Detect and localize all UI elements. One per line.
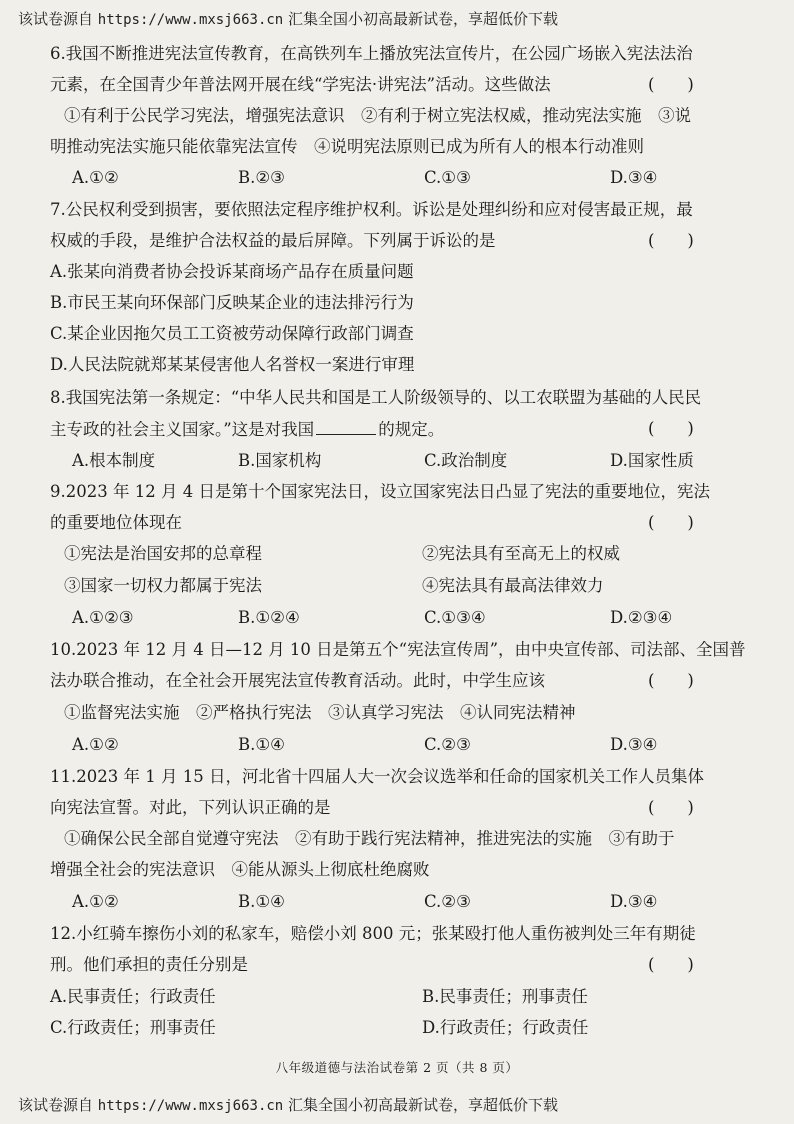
q8-option-b: B.国家机构 [238, 451, 322, 470]
q10-stem-line2: 法办联合推动，在全社会开展宪法宣传教育活动。此时，中学生应该 [50, 671, 545, 690]
q7-stem-line2: 权威的手段，是维护合法权益的最后屏障。下列属于诉讼的是 [50, 231, 496, 250]
q6-stem-line2: 元素，在全国青少年普法网开展在线“学宪法·讲宪法”活动。这些做法 [50, 75, 551, 94]
q9-option-d: D.②③④ [610, 608, 673, 627]
q9-option-a: A.①②③ [72, 608, 134, 627]
source-tagline: 汇集全国小初高最新试卷，享超低价下载 [288, 1096, 559, 1114]
q12-stem-line2: 刑。他们承担的责任分别是 [50, 955, 248, 974]
q11-stem-line1: 11.2023 年 1 月 15 日，河北省十四届人大一次会议选举和任命的国家机关工作人员集体 [50, 767, 704, 786]
q8-option-a: A.根本制度 [72, 451, 156, 470]
q8-option-d: D.国家性质 [610, 451, 694, 470]
q9-stem-line2: 的重要地位体现在 [50, 513, 182, 532]
page-footer: 八年级道德与法治试卷第 2 页（共 8 页） [275, 1060, 519, 1075]
q11-option-c: C.②③ [424, 892, 471, 911]
q6-option-b: B.②③ [238, 168, 285, 187]
q10-option-d: D.③④ [610, 735, 658, 754]
q6-stem-line1: 6.我国不断推进宪法宣传教育，在高铁列车上播放宪法宣传片，在公园广场嵌入宪法法治 [50, 44, 693, 63]
q10-answer-paren: ( ) [648, 671, 694, 690]
q12-option-c: C.行政责任；刑事责任 [50, 1018, 216, 1037]
source-label: 该试卷源自 [18, 1096, 94, 1114]
q7-stem-line1: 7.公民权利受到损害，要依照法定程序维护权利。诉讼是处理纠纷和应对侵害最正规，最 [50, 200, 693, 219]
q9-option-b: B.①②④ [238, 608, 300, 627]
q10-stem-line1: 10.2023 年 12 月 4 日—12 月 10 日是第五个“宪法宣传周”，由中央宣传部、司法部、全国普 [50, 640, 746, 659]
q7-option-b: B.市民王某向环保部门反映某企业的违法排污行为 [50, 293, 414, 312]
q11-option-d: D.③④ [610, 892, 658, 911]
source-url-link[interactable]: https://www.mxsj663.cn [97, 1098, 284, 1114]
q9-statement-1: ①宪法是治国安邦的总章程 [64, 544, 262, 563]
q12-stem-line1: 12.小红骑车擦伤小刘的私家车，赔偿小刘 800 元；张某殴打他人重伤被判处三年有期徒 [50, 924, 696, 943]
q7-answer-paren: ( ) [648, 231, 694, 250]
q9-statement-2: ②宪法具有至高无上的权威 [422, 544, 620, 563]
bottom-source-banner [18, 1094, 558, 1115]
q7-option-a: A.张某向消费者协会投诉某商场产品存在质量问题 [50, 262, 414, 281]
q8-stem-line2-part2: 的规定。 [378, 420, 445, 439]
q8-stem-line1: 8.我国宪法第一条规定：“中华人民共和国是工人阶级领导的、以工农联盟为基础的人民民 [50, 388, 702, 407]
q11-option-a: A.①② [72, 892, 119, 911]
q7-option-d: D.人民法院就郑某某侵害他人名誉权一案进行审理 [50, 355, 415, 374]
q10-option-b: B.①④ [238, 735, 285, 754]
q6-statement-line1: ①有利于公民学习宪法，增强宪法意识 ②有利于树立宪法权威，推动宪法实施 ③说 [64, 106, 691, 125]
q11-statement-line2: 增强全社会的宪法意识 ④能从源头上彻底杜绝腐败 [50, 860, 430, 879]
q12-option-a: A.民事责任；行政责任 [50, 987, 216, 1006]
q8-stem-line2 [50, 418, 700, 441]
q9-option-c: C.①③④ [424, 608, 486, 627]
q7-option-c: C.某企业因拖欠员工工资被劳动保障行政部门调查 [50, 324, 414, 343]
q8-answer-paren: ( ) [648, 419, 694, 438]
q11-answer-paren: ( ) [648, 798, 694, 817]
q8-stem-line2-part1: 主专政的社会主义国家。”这是对我国 [50, 420, 315, 439]
source-label: 该试卷源自 [18, 10, 94, 28]
q6-statement-line2: 明推动宪法实施只能依靠宪法宣传 ④说明宪法原则已成为所有人的根本行动准则 [50, 137, 644, 156]
q11-stem-line2: 向宪法宣誓。对此，下列认识正确的是 [50, 798, 331, 817]
source-url-link[interactable]: https://www.mxsj663.cn [97, 12, 284, 28]
q12-option-d: D.行政责任；行政责任 [422, 1018, 589, 1037]
q11-statement-line1: ①确保公民全部自觉遵守宪法 ②有助于践行宪法精神，推进宪法的实施 ③有助于 [64, 829, 675, 848]
q10-option-c: C.②③ [424, 735, 471, 754]
q6-option-c: C.①③ [424, 168, 471, 187]
q9-answer-paren: ( ) [648, 513, 694, 532]
q8-option-c: C.政治制度 [424, 451, 508, 470]
q6-option-a: A.①② [72, 168, 119, 187]
q9-stem-line1: 9.2023 年 12 月 4 日是第十个国家宪法日，设立国家宪法日凸显了宪法的重要地位，宪法 [50, 482, 710, 501]
q8-fill-blank [316, 418, 376, 435]
q12-option-b: B.民事责任；刑事责任 [422, 987, 588, 1006]
q10-statements: ①监督宪法实施 ②严格执行宪法 ③认真学习宪法 ④认同宪法精神 [64, 703, 576, 722]
q12-answer-paren: ( ) [648, 955, 694, 974]
source-tagline: 汇集全国小初高最新试卷，享超低价下载 [288, 10, 559, 28]
q6-option-d: D.③④ [610, 168, 658, 187]
top-source-banner [18, 8, 558, 29]
q6-answer-paren: ( ) [648, 75, 694, 94]
q9-statement-3: ③国家一切权力都属于宪法 [64, 576, 262, 595]
q9-statement-4: ④宪法具有最高法律效力 [422, 576, 604, 595]
q11-option-b: B.①④ [238, 892, 285, 911]
q10-option-a: A.①② [72, 735, 119, 754]
